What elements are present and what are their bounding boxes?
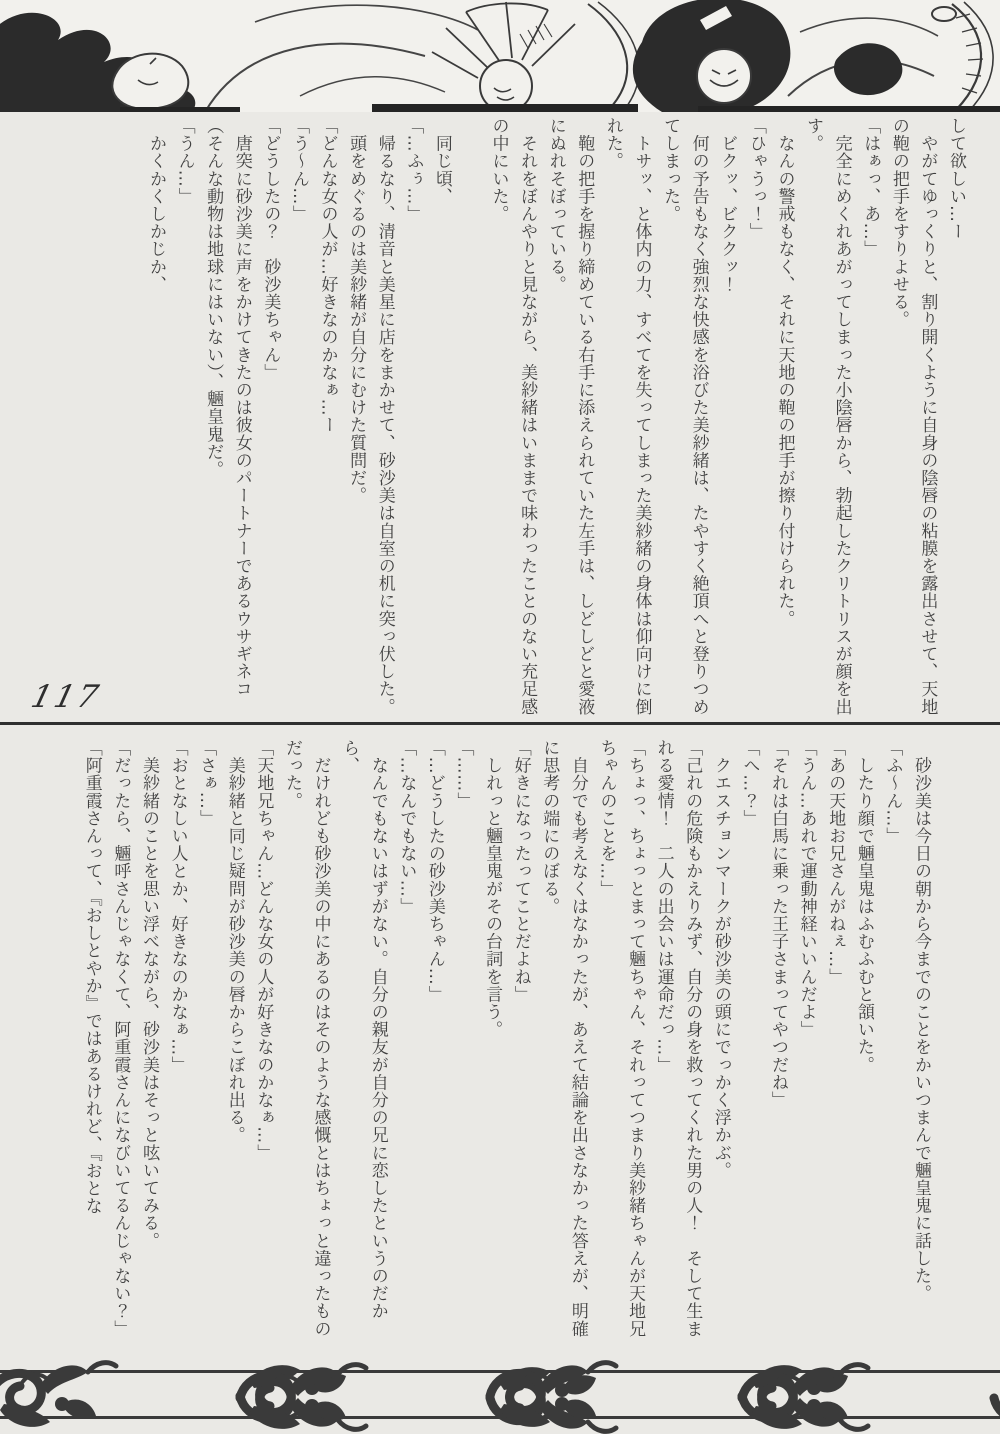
text-column-paragraph: [456, 117, 484, 718]
text-column-paragraph: 「さぁ…」: [196, 739, 217, 827]
text-column-paragraph: 美紗緒のことを思い浮べながら、砂沙美はそっと呟いてみる。: [138, 739, 159, 1250]
section-divider: [0, 722, 1000, 725]
text-column-paragraph: なんでもないはずがない。自分の親友が自分の兄に恋したというのだから、: [339, 739, 388, 1320]
text-column-paragraph: 何の予告もなく強烈な快感を浴びた美紗緒は、たやすく絶頂へと登りつめてしまった。: [660, 117, 709, 716]
text-column-paragraph: それをぼんやりと見ながら、美紗緒はいままで味わったことのない充足感の中にいた。: [488, 117, 538, 716]
text-column-paragraph: 砂沙美は今日の朝から今までのことをかいつまんで魎皇鬼に話した。: [911, 739, 931, 1303]
page-number: 117: [27, 679, 105, 715]
text-column-paragraph: 「どんな女の人が…好きなのかなぁ…ー: [317, 117, 338, 434]
text-column-paragraph: して欲しい…ー: [946, 117, 966, 241]
text-column-paragraph: 完全にめくれあがってしまった小陰唇から、勃起したクリトリスが顔を出す。: [803, 117, 852, 716]
floral-scroll-border-icon: [0, 1358, 1000, 1434]
lower-text-block: [55, 739, 935, 1351]
text-column-paragraph: しれっと魎皇鬼がその台詞を言う。: [482, 739, 503, 1039]
text-column-paragraph: 帰るなり、清音と美星に店をまかせて、砂沙美は自室の机に突っ伏した。: [374, 117, 395, 716]
text-column-paragraph: 「阿重霞さんって、『おしとやか』ではあるけれど、『おとな: [81, 739, 102, 1215]
text-column-paragraph: 「好きになったってことだよね」: [510, 739, 531, 1003]
text-column-paragraph: クエスチョンマークが砂沙美の頭にでっかく浮かぶ。: [710, 739, 731, 1179]
text-column-paragraph: だけれども砂沙美の中にあるのはそのような感慨とはちょっと違ったものだった。: [281, 739, 331, 1338]
text-column-paragraph: 鞄の把手を握り締めている右手に添えられていた左手は、しどしどと愛液にぬれそぼっている。: [545, 117, 595, 716]
text-column-paragraph: 「…なんでもない…」: [396, 739, 417, 915]
text-column-paragraph: 「うん…」: [174, 117, 195, 205]
text-column-paragraph: トサッ、と体内の力、すべてを失ってしまった美紗緒の身体は仰向けに倒れた。: [602, 117, 652, 716]
text-column-paragraph: 「う〜ん…」: [288, 117, 309, 223]
text-column-paragraph: したり顔で魎皇鬼はふむふむと頷いた。: [853, 739, 874, 1074]
text-column-paragraph: 「どうしたの？ 砂沙美ちゃん」: [260, 117, 281, 381]
text-column-paragraph: やがてゆっくりと、割り開くように自身の陰唇の粘膜を露出させて、天地の鞄の把手をすりよせる。: [888, 117, 938, 716]
text-column-paragraph: 「だったら、魎呼さんじゃなくて、阿重霞さんになびいてるんじゃない？」: [110, 739, 131, 1338]
text-column-paragraph: 「ちょっ、ちょっとまって魎ちゃん、それってつまり美紗緒ちゃんが天地兄ちゃんのことを…」: [596, 739, 646, 1338]
text-column-paragraph: 頭をめぐるのは美紗緒が自分にむけた質問だ。: [346, 117, 367, 505]
text-column-paragraph: 自分でも考えなくはなかったが、あえて結論を出さなかった答えが、明確に思考の端にのぼる。: [539, 739, 588, 1338]
text-column-paragraph: ビクッ、ビククッ！: [717, 117, 738, 293]
text-column-paragraph: 同じ頃、: [431, 117, 452, 205]
upper-text-block: [70, 117, 970, 718]
text-column-paragraph: なんの警戒もなく、それに天地の鞄の把手が擦り付けられた。: [774, 117, 795, 628]
text-column-paragraph: 「ひゃうっ！」: [745, 117, 766, 241]
text-column-paragraph: 「…ふぅ…」: [403, 117, 424, 223]
text-column-paragraph: 「へ…？」: [739, 739, 760, 827]
text-column-paragraph: 唐突に砂沙美に声をかけてきたのは彼女のパートナーであるウサギネコ（そんな動物は地球にはいない）、魎皇鬼だ。: [203, 117, 252, 698]
manga-artwork-icon: [0, 0, 1000, 112]
text-column-paragraph: 「……」: [453, 739, 474, 810]
text-column-paragraph: かくかくしかじか、: [145, 117, 166, 293]
footer-ornament: [0, 1358, 1000, 1434]
text-column-paragraph: 「あの天地お兄さんがねぇ…」: [825, 739, 846, 986]
text-column-paragraph: 「はぁっ、あ…」: [860, 117, 881, 258]
text-column-paragraph: 「天地兄ちゃん…どんな女の人が好きなのかなぁ…」: [253, 739, 274, 1162]
text-column-paragraph: 「己れの危険もかえりみず、自分の身を救ってくれた男の人！ そして生まれる愛情！ 二人の出会いは運命だっ…」: [653, 739, 703, 1338]
text-column-paragraph: 「ふ〜ん…」: [882, 739, 903, 845]
text-column-paragraph: 「おとなしい人とか、好きなのかなぁ…」: [167, 739, 188, 1074]
text-column-paragraph: 「…どうしたの砂沙美ちゃん…」: [424, 739, 445, 1003]
text-column-paragraph: 「うん…あれで運動神経いいんだよ」: [796, 739, 817, 1039]
text-column-paragraph: 「それは白馬に乗った王子さまってやつだね」: [768, 739, 789, 1109]
text-column-paragraph: 美紗緒と同じ疑問が砂沙美の唇からこぼれ出る。: [224, 739, 245, 1144]
header-artwork: [0, 0, 1000, 112]
